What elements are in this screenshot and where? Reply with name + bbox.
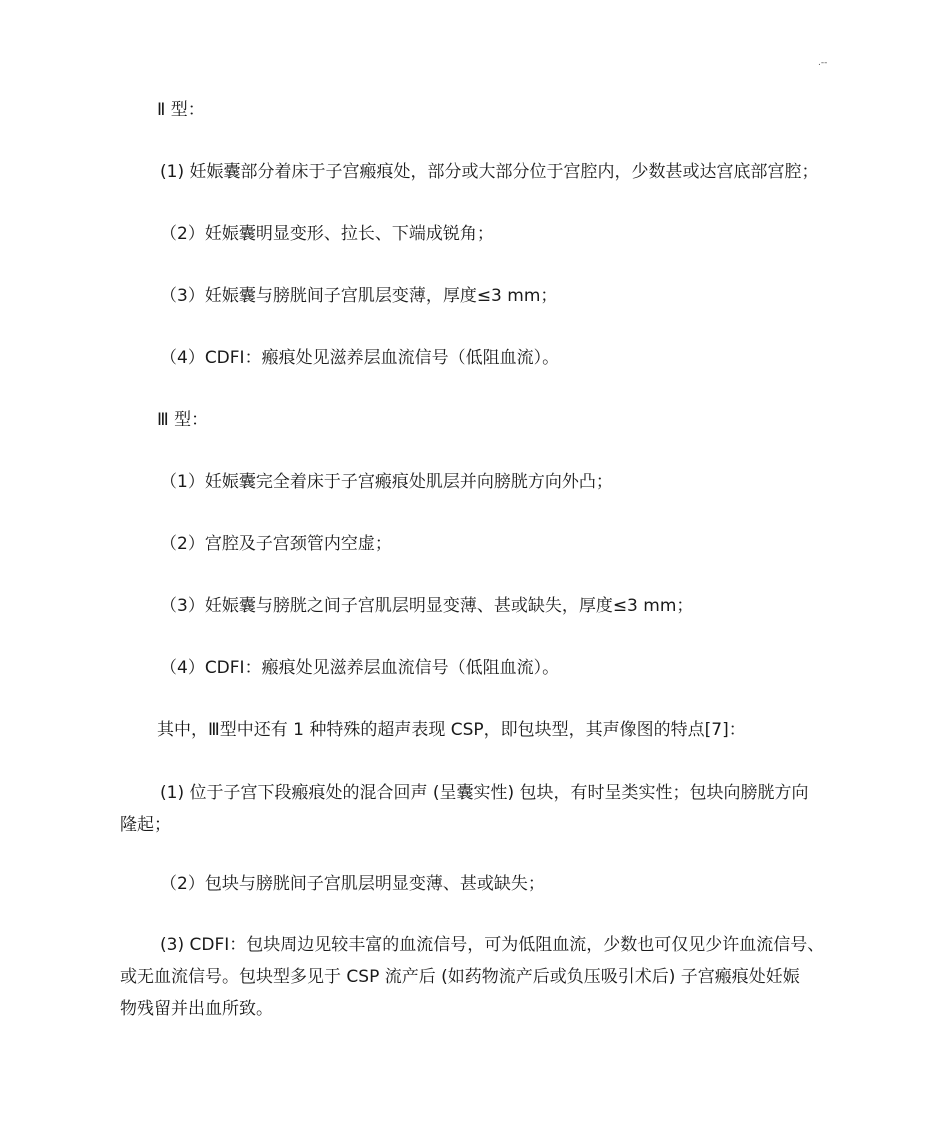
special-item-3-line-2: 或无血流信号。包块型多见于 CSP 流产后 (如药物流产后或负压吸引术后) 子宫瘢痕处妊娠: [120, 967, 800, 987]
corner-mark: .--: [818, 58, 828, 68]
special-item-3-line-1: (3) CDFI：包块周边见较丰富的血流信号，可为低阻血流，少数也可仅见少许血流信号、: [160, 935, 825, 955]
section-3-item-2: （2）宫腔及子宫颈管内空虚；: [160, 534, 392, 554]
section-2-heading: Ⅱ 型：: [157, 100, 205, 120]
special-item-1-line-1: (1) 位于子宫下段瘢痕处的混合回声 (呈囊实性) 包块，有时呈类实性；包块向膀胱方向: [160, 783, 809, 803]
special-item-1-line-2: 隆起；: [120, 815, 171, 835]
special-item-3: [120, 929, 824, 1025]
section-3-item-1: （1）妊娠囊完全着床于子宫瘢痕处肌层并向膀胱方向外凸；: [160, 472, 613, 492]
section-3-item-4: （4）CDFI：瘢痕处见滋养层血流信号（低阻血流）。: [160, 658, 560, 678]
special-item-1: [120, 777, 809, 841]
special-item-2: （2）包块与膀胱间子宫肌层明显变薄、甚或缺失；: [160, 874, 545, 894]
section-2-item-4: （4）CDFI：瘢痕处见滋养层血流信号（低阻血流）。: [160, 348, 560, 368]
section-2-item-3: （3）妊娠囊与膀胱间子宫肌层变薄，厚度≤3 mm；: [160, 286, 558, 306]
special-item-3-line-3: 物残留并出血所致。: [120, 999, 273, 1019]
section-3-heading: Ⅲ 型：: [157, 410, 209, 430]
section-2-item-2: （2）妊娠囊明显变形、拉长、下端成锐角；: [160, 224, 494, 244]
special-type-intro: 其中，Ⅲ型中还有 1 种特殊的超声表现 CSP，即包块型，其声像图的特点[7]：: [157, 720, 746, 740]
section-2-item-1: (1) 妊娠囊部分着床于子宫瘢痕处，部分或大部分位于宫腔内，少数甚或达宫底部宫腔；: [160, 162, 819, 182]
section-3-item-3: （3）妊娠囊与膀胱之间子宫肌层明显变薄、甚或缺失，厚度≤3 mm；: [160, 596, 694, 616]
